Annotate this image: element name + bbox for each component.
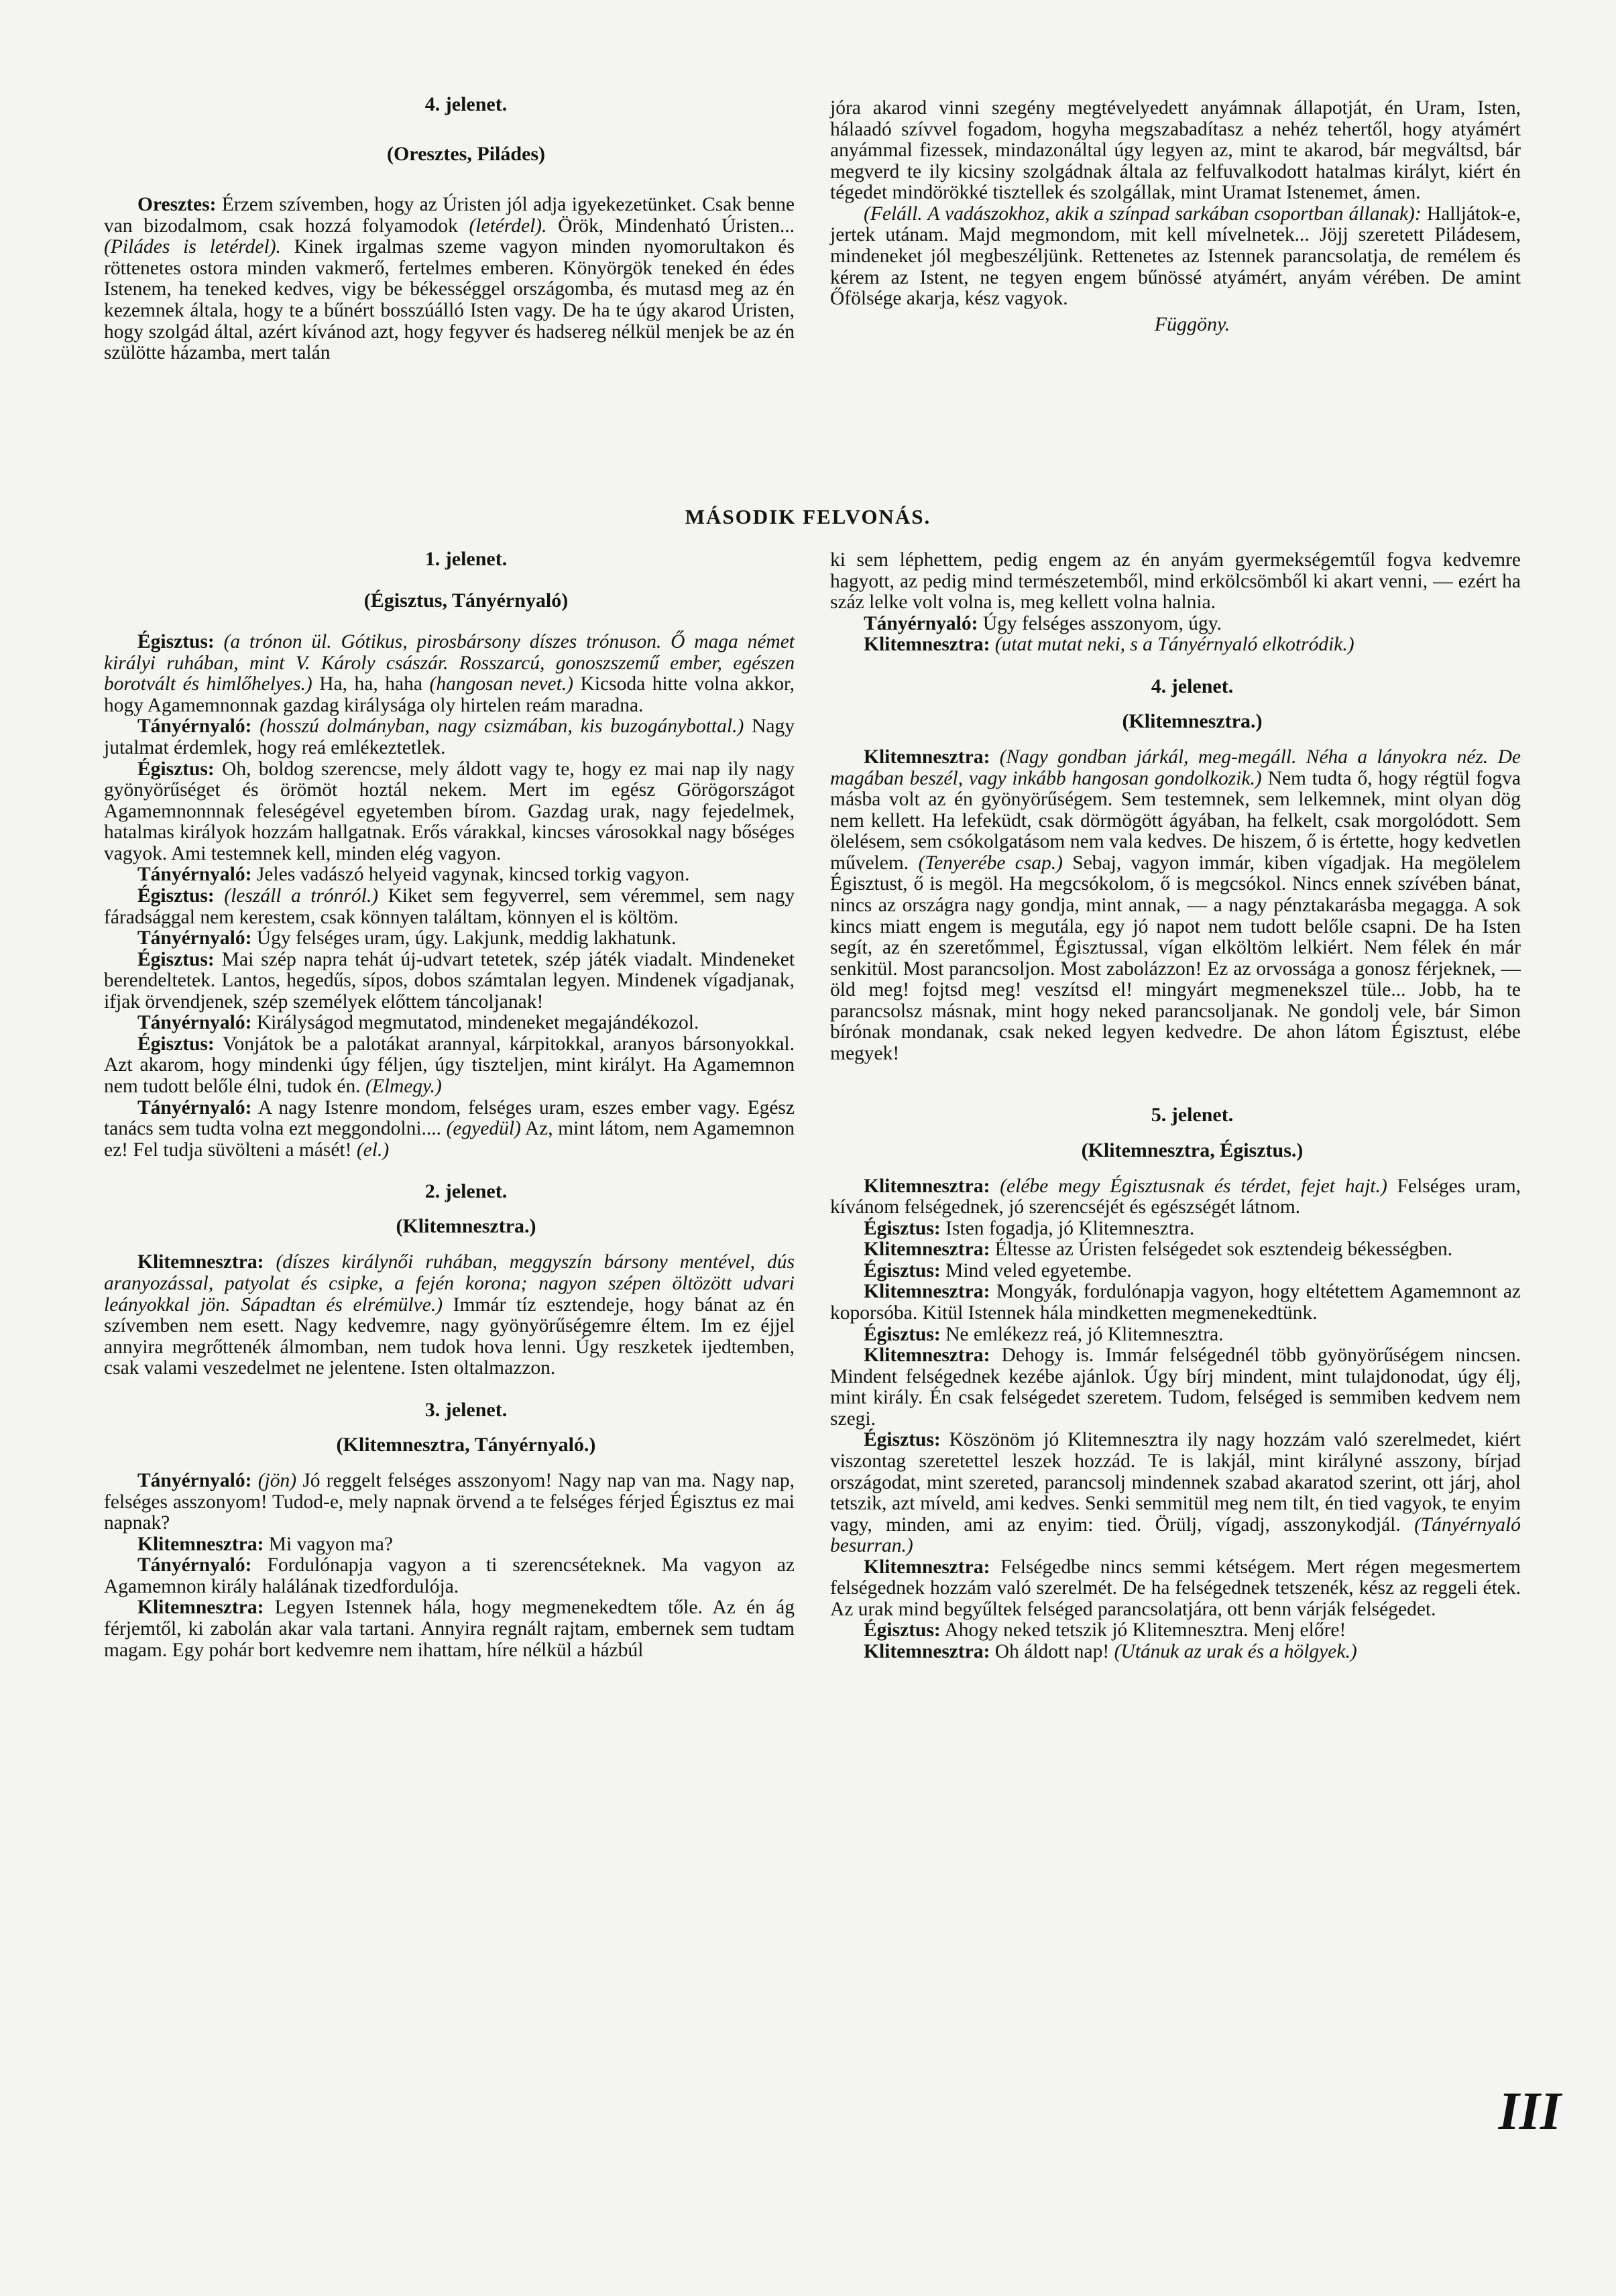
act-title: MÁSODIK FELVONÁS.	[685, 505, 931, 528]
dialogue-paragraph: Égisztus: Isten fogadja, jó Klitemnesztra.	[864, 1217, 1195, 1239]
dialogue-paragraph: Égisztus: Vonjátok be a palotákat arannyal, kárpitokkal, aranyos bársonyokkal. Azt akarom, hogy mindenki úgy féljen, úgy tiszteljen, mint királyt. Ha Agamemnon nem tudott belőle élni, tudok én. (Elmegy.)	[104, 1033, 795, 1097]
dialogue-paragraph: Tányérnyaló: (hosszú dolmányban, nagy csizmában, kis buzogánybottal.) Nagy jutalmat érdemlek, hogy reá emlékeztetlek.	[104, 715, 795, 758]
dialogue-paragraph: Klitemnesztra: Legyen Istennek hála, hogy megmenekedtem tőle. Az én ág férjemtől, ki zabolán akar vala tartani. Annyira regnált rajtam, embernek sem tudtam magam. Egy pohár bort kedvemre nem ihattam, híre nélkül a házbúl	[104, 1597, 795, 1661]
dialogue-paragraph: Klitemnesztra: Mi vagyon ma?	[137, 1533, 393, 1555]
dialogue-paragraph: Klitemnesztra: Éltesse az Úristen felségedet sok esztendeig békességben.	[864, 1239, 1453, 1261]
dialogue-paragraph: Klitemnesztra: (utat mutat neki, s a Tányérnyaló elkotródik.)	[864, 634, 1354, 656]
main-right-column	[830, 550, 1521, 1663]
dialogue-paragraph: Tányérnyaló: Jeles vadászó helyeid vagynak, kincsed torkig vagyon.	[137, 864, 690, 886]
dialogue-paragraph: Égisztus: Mind veled egyetembe.	[864, 1259, 1132, 1281]
dialogue-paragraph: Égisztus: Oh, boldog szerencse, mely áldott vagy te, hogy ez mai nap ily nagy gyönyörűséget és örömöt hoztál nekem. Mert im egész Görögországot Agamemnonnnak feleségével egyetemben bírom. Gazdag urak, nagy fejedelmek, hatalmas királyok hozzám hallgatnak. Erős várakkal, kincses városokkal nagy bőséges vagyok. Ami testemnek kell, minden elég vagyon.	[104, 758, 795, 864]
dialogue-paragraph: (Feláll. A vadászokhoz, akik a színpad sarkában csoportban állanak): Halljátok-e, jertek utánam. Majd megmondom, mit kell mívelnetek... Jöjj szeretett Piládesem, mindeneket jól megbeszéljünk. Rettenetes az Istennek parancsolatja, de remélem és kérem az Istent, ne tegyen engem bűnössé atyámért, anyám vérében. De amint Őfölsége akarja, kész vagyok.	[830, 203, 1521, 310]
dialogue-paragraph: Klitemnesztra: Mongyák, fordulónapja vagyon, hogy eltétettem Agamemnont az koporsóba. Kitül Istennek hála mindketten megmenekedtünk.	[830, 1281, 1521, 1324]
dialogue-paragraph: Égisztus: Köszönöm jó Klitemnesztra ily nagy hozzám való szerelmedet, kiért viszontag szeretettel leszek hozzád. Te is lakjál, mint királyné asszony, bírjad országodat, mint szereted, parancsolj mindennek szabad akaratod szerint, ott járj, ahol tetszik, azt míveld, ami kedves. Senki semmitül meg nem tilt, én tied vagyok, te enyim vagy, minden, ami az enyim: tied. Örülj, vígadj, asszonykodjál. (Tányérnyaló besurran.)	[830, 1429, 1521, 1557]
top-right-column	[830, 98, 1521, 335]
page-number: III	[1498, 2082, 1561, 2141]
dialogue-paragraph: ki sem léphettem, pedig engem az én anyám gyermekségemtűl fogva kedvemre hagyott, az pedig mind természetemből, mind erkölcsömből ki akart venni, — ezért ha száz lelke volt volna is, meg kellett volna halnia.	[830, 549, 1521, 614]
scene-title: 2. jelenet.	[424, 1180, 508, 1203]
dialogue-paragraph: Klitemnesztra: (Nagy gondban járkál, meg-megáll. Néha a lányokra néz. De magában beszél, vagy inkább hangosan gondolkozik.) Nem tudta ő, hogy régtül fogva másba volt az én gyönyörűségem. Sem testemnek, sem lelkemnek, mint olyan dög nem kellett. Ha lefeküdt, csak dörmögött ágyában, ha felkelt, csak morgolódott. Sem ölelésem, sem csókolgatásom nem vala kedves. De hiszem, ő is értette, hogy kedvetlen művelem. (Tenyerébe csap.) Sebaj, vagyon immár, kiben vígadjak. Ha megölelem Égisztust, ő is megöl. Ha megcsókolom, ő is megcsókol. Nincs ennek szívében bánat, nincs az országra nagy gondja, mint annak, — a nagy pénztakarásba megagga. A sok kincs miatt engem is megutála, egy jó napot nem tudott belőle csapni. De ha Isten segít, az én szeretőmmel, Égisztussal, vígan elköltöm lelkiért. Nem félek én már senkitül. Most parancsoljon. Most zabolázzon! Ez az orvossága a gonosz férjeknek, — öld meg! fojtsd meg! veszítsd el! mingyárt megmenekszel tüle... Jobb, ha te parancsolsz másnak, mint hogy neked parancsoljanak. Ne gondolj vele, bár Simon bírónak mondanak, csak neked legyen kedvedre. De ahon látom Égisztust, elébe megyek!	[830, 746, 1521, 1064]
dialogue-paragraph: Tányérnyaló: Úgy felséges asszonyom, úgy.	[864, 612, 1222, 634]
dialogue-paragraph: Égisztus: (leszáll a trónról.) Kiket sem fegyverrel, sem véremmel, sem nagy fáradsággal nem kerestem, csak könnyen találtam, könnyen el is költöm.	[104, 884, 795, 928]
scene-title: 5. jelenet.	[1151, 1104, 1234, 1127]
scene-cast: (Oresztes, Piládes)	[386, 143, 546, 166]
dialogue-paragraph: Égisztus: Ahogy neked tetszik jó Klitemnesztra. Menj előre!	[864, 1619, 1346, 1642]
scene-cast: (Klitemnesztra.)	[396, 1215, 536, 1238]
dialogue-paragraph: Égisztus: Mai szép napra tehát új-udvart tetetek, szép játék viadalt. Mindeneket berendeltetek. Lantos, hegedűs, sípos, dobos számtalan legyen. Mindenek vígadjanak, ifjak örvendjenek, szép személyek előttem táncoljanak!	[104, 948, 795, 1013]
top-left-column	[104, 94, 795, 364]
scene-cast: (Égisztus, Tányérnyaló)	[363, 589, 569, 612]
scene-title: 4. jelenet.	[424, 93, 508, 115]
scene-title: 1. jelenet.	[424, 548, 508, 570]
dialogue-paragraph: Tányérnyaló: (jön) Jó reggelt felséges asszonyom! Nagy nap van ma. Nagy nap, felséges asszonyom! Tudod-e, mely napnak örvend a te felséges férjed Égisztus ez mai napnak?	[104, 1470, 795, 1534]
scene-title: 3. jelenet.	[424, 1398, 508, 1421]
curtain-note: Függöny.	[1154, 312, 1230, 335]
dialogue-paragraph: Égisztus: Ne emlékezz reá, jó Klitemnesztra.	[864, 1323, 1224, 1345]
dialogue-paragraph: Égisztus: (a trónon ül. Gótikus, pirosbársony díszes trónuson. Ő maga német királyi ruhában, mint V. Károly császár. Rosszarcú, gonoszszemű ember, egészen borotvált és himlőhelyes.) Ha, ha, haha (hangosan nevet.) Kicsoda hitte volna akkor, hogy Agamemnonnak gazdag királysága oly hirtelen reám maradna.	[104, 631, 795, 716]
dialogue-paragraph: Tányérnyaló: A nagy Istenre mondom, felséges uram, eszes ember vagy. Egész tanács sem tudta volna ezt meggondolni.... (egyedül) Az, mint látom, nem Agamemnon ez! Fel tudja süvölteni a másét! (el.)	[104, 1096, 795, 1161]
dialogue-paragraph: Tányérnyaló: Fordulónapja vagyon a ti szerencséteknek. Ma vagyon az Agamemnon király halálának tizedfordulója.	[104, 1554, 795, 1597]
scene-title: 4. jelenet.	[1151, 675, 1234, 697]
dialogue-paragraph: Klitemnesztra: (díszes királynői ruhában, meggyszín bársony mentével, dús aranyozással, patyolat és csipke, a fején korona; nagyon szépen öltözött udvari leányokkal jön. Sápadtan és elrémülve.) Immár tíz esztendeje, hogy bánat az én szívemben nem esett. Nagy kedvemre, nagy gyönyörűségemre éltem. Im ez éjjel annyira megrőttenék álmomban, nem tudok hova lenni. Úgy reszketek ijedtemben, csak valami veszedelmet ne jelentene. Isten oltalmazzon.	[104, 1251, 795, 1379]
dialogue-paragraph: Klitemnesztra: Oh áldott nap! (Utánuk az urak és a hölgyek.)	[864, 1641, 1357, 1662]
scene-cast: (Klitemnesztra, Tányérnyaló.)	[336, 1433, 596, 1456]
dialogue-paragraph: Klitemnesztra: Felségedbe nincs semmi kétségem. Mert régen megesmertem felségednek hozzám való szerelmét. De ha felségednek tetszenék, kész az reggeli étek. Az urak mind begyűltek felséged parancsolatjára, ott benn várják felségedet.	[830, 1556, 1521, 1620]
scene-cast: (Klitemnesztra.)	[1122, 709, 1263, 732]
dialogue-paragraph: Tányérnyaló: Királyságod megmutatod, mindeneket megajándékozol.	[137, 1012, 699, 1034]
dialogue-paragraph: Klitemnesztra: Dehogy is. Immár felségednél több gyönyörűségem nincsen. Mindent felségednek kezébe ajánlok. Úgy bírj mindent, mint tulajdonodat, úgy élj, mint király. Én csak felségedet szeretem. Tudom, felséged is semmiben kedvem nem szegi.	[830, 1344, 1521, 1430]
main-left-column	[104, 549, 795, 1661]
dialogue-paragraph: Tányérnyaló: Úgy felséges uram, úgy. Lakjunk, meddig lakhatunk.	[137, 927, 677, 950]
dialogue-paragraph: jóra akarod vinni szegény megtévelyedett anyámnak állapotját, én Uram, Isten, hálaadó szívvel fogadom, hogyha megszabadítasz a nehéz tehertől, hogy atyámért anyámmal fizessek, mindazonáltal úgy legyen az, mint te akarod, bár megváltsd, bár megverd te ily kicsiny szolgádnak általa az felfuvalkodott hatalmas királyt, kiért én tégedet mindörökké tisztellek és szolgállak, mint Uramat Istenemet, ámen.	[830, 97, 1521, 204]
dialogue-paragraph: Klitemnesztra: (elébe megy Égisztusnak és térdet, fejet hajt.) Felséges uram, kívánom felségednek, jó szerencséjét és egészségét látnom.	[830, 1175, 1521, 1218]
dialogue-paragraph: Oresztes: Érzem szívemben, hogy az Úristen jól adja igyekezetünket. Csak benne van bizodalmom, csak hozzá folyamodok (letérdel). Örök, Mindenható Úristen... (Piládes is letérdel). Kinek irgalmas szeme vagyon minden nyomorultakon és röttenetes ostora minden vakmerő, fertelmes emberen. Könyörgök teneked én édes Istenem, ha teneked kedves, vigy be békességgel országomba, és mutasd meg az én kezemnek általa, hogy te a bűnért bosszúálló Isten vagy. De ha te úgy akarod Úristen, hogy szolgád által, azért kívánod azt, hogy fegyver és hadsereg nélkül menjek be az én szülötte házamba, mert talán	[104, 194, 795, 364]
scene-cast: (Klitemnesztra, Égisztus.)	[1081, 1139, 1304, 1161]
